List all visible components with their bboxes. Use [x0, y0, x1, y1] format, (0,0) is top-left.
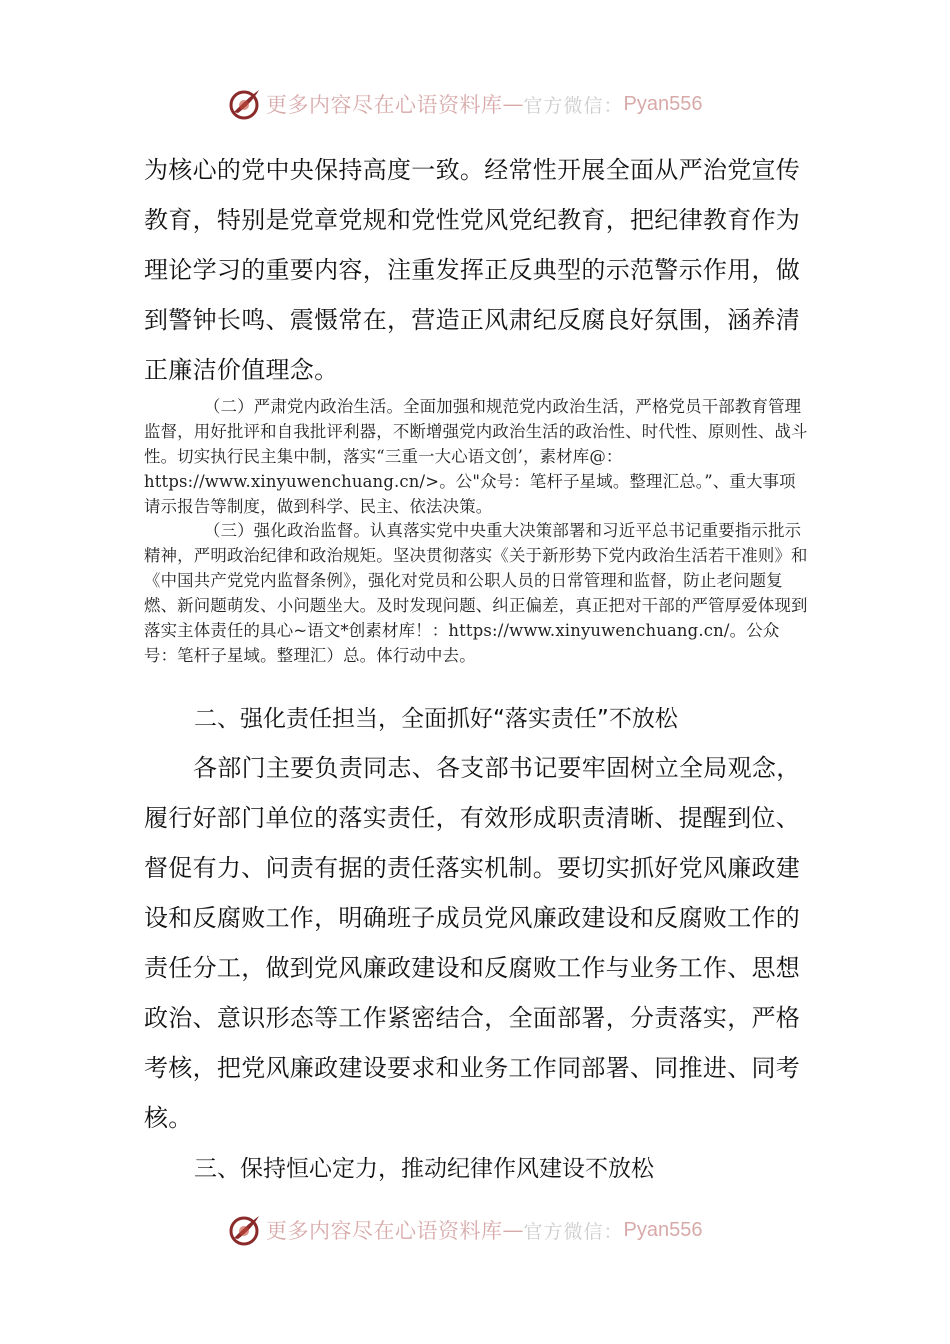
banner-wechat-label: 官方微信： [523, 1220, 624, 1243]
item-two-block [144, 394, 810, 519]
section-two-paragraph: 各部门主要负责同志、各支部书记要牢固树立全局观念，履行好部门单位的落实责任，有效形成职责清晰、提醒到位、督促有力、问责有据的责任落实机制。要切实抓好党风廉政建设和反腐败工作，明确班子成员党风廉政建设和反腐败工作的责任分工，做到党风廉政建设和反腐败工作与业务工作、思想政治、意识形态等工作紧密结合，全面部署，分责落实，严格考核，把党风廉政建设要求和业务工作同部署、同推进、同考核。 [144, 754, 801, 1132]
banner-wechat-id: Pyan556 [623, 92, 703, 115]
section-one-paragraph: 为核心的党中央保持高度一致。经常性开展全面从严治党宣传教育，特别是党章党规和党性党风党纪教育，把纪律教育作为理论学习的重要内容，注重发挥正反典型的示范警示作用，做到警钟长鸣、震慑常在，营造正风肃纪反腐良好氛围，涵养清正廉洁价值理念。 [144, 156, 801, 384]
section-two [144, 743, 804, 1143]
banner-dash: — [502, 92, 524, 116]
banner-dash: — [502, 1218, 524, 1242]
heading-two: 二、强化责任担当，全面抓好“落实责任”不放松 [194, 706, 678, 732]
item-three-block [144, 518, 810, 668]
banner-text: 更多内容尽在心语资料库 [266, 1219, 503, 1243]
section-one-end [144, 145, 804, 395]
heading-three: 三、保持恒心定力，推动纪律作风建设不放松 [194, 1156, 654, 1182]
footer-banner[interactable] [226, 1210, 746, 1250]
banner-text: 更多内容尽在心语资料库 [266, 93, 503, 117]
quill-logo-icon [226, 1212, 262, 1248]
banner-wechat-label: 官方微信： [523, 94, 624, 117]
header-banner[interactable] [226, 84, 746, 124]
quill-logo-icon [226, 86, 262, 122]
item-three-paragraph: （三）强化政治监督。认真落实党中央重大决策部署和习近平总书记重要指示批示精神，严明政治纪律和政治规矩。坚决贯彻落实《关于新形势下党内政治生活若干准则》和《中国共产党党内监督条例》，强化对党员和公职人员的日常管理和监督，防止老问题复燃、新问题萌发、小问题坐大。及时发现问题、纠正偏差，真正把对干部的严管厚爱体现到落实主体责任的具心~语文*创素材库！：https://www.xinyuwenchuang.cn/。公众号：笔杆子星域。整理汇）总。体行动中去。 [144, 521, 808, 665]
banner-wechat-id: Pyan556 [623, 1218, 703, 1241]
item-two-paragraph: （二）严肃党内政治生活。全面加强和规范党内政治生活，严格党员干部教育管理监督，用好批评和自我批评利器，不断增强党内政治生活的政治性、时代性、原则性、战斗性。切实执行民主集中制，落实“三重一大心语文创’，素材库@：https://www.xinyuwenchuang.cn/>。公"众号：笔杆子星域。整理汇总。”、重大事项请示报告等制度，做到科学、民主、依法决策。 [144, 397, 808, 516]
